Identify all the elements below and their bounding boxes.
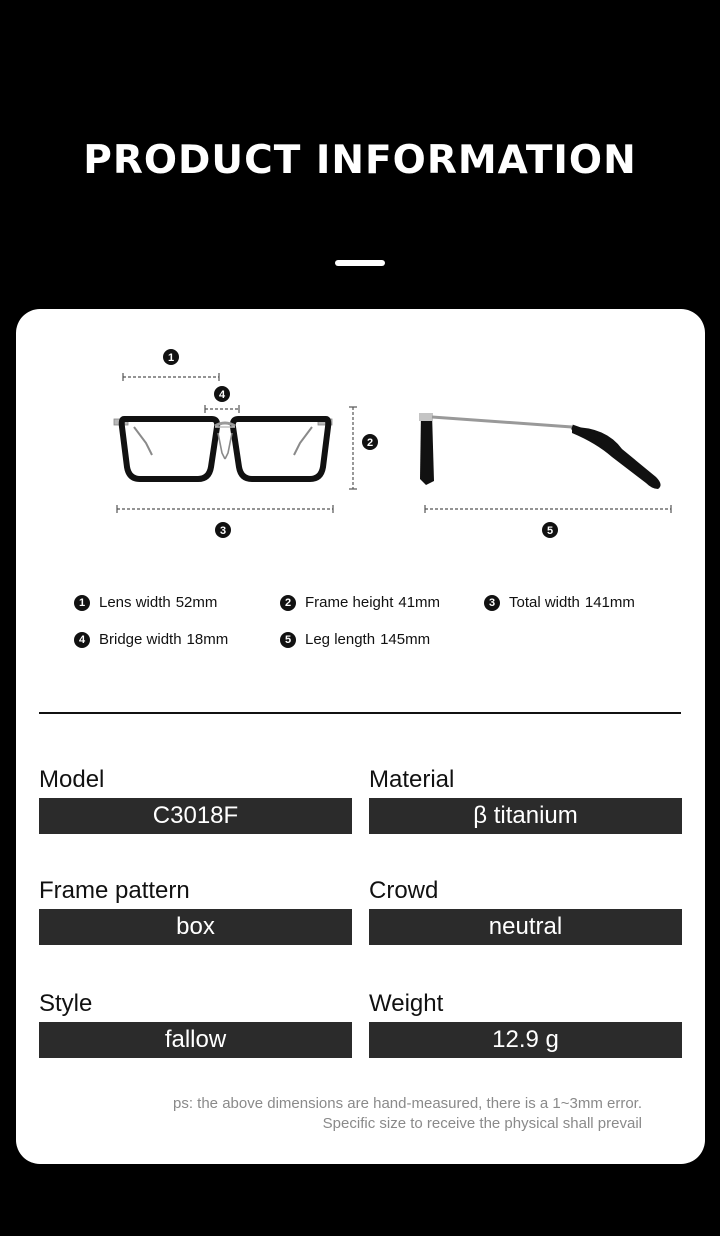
spec-value: 52mm (175, 594, 218, 611)
attribute-material (369, 762, 682, 834)
attribute-weight (369, 986, 682, 1058)
spec-label: Bridge width (99, 631, 182, 648)
spec-value: 145mm (380, 631, 431, 648)
marker-5-label: 5 (546, 525, 554, 537)
marker-4-label: 4 (218, 389, 226, 401)
spec-lens-width (74, 594, 217, 611)
spec-leg-length (280, 631, 430, 648)
spec-label: Frame height (305, 594, 394, 611)
attribute-label: Style (39, 990, 93, 1017)
spec-number-badge: 3 (484, 595, 500, 611)
page-title: PRODUCT INFORMATION (83, 138, 637, 183)
attribute-model (39, 762, 352, 834)
attribute-value: fallow (39, 1022, 352, 1058)
spec-total-width (484, 594, 635, 611)
spec-value: 18mm (186, 631, 229, 648)
attribute-label: Model (39, 766, 105, 793)
spec-value: 41mm (398, 594, 441, 611)
section-divider (39, 712, 681, 714)
marker-1-label: 1 (167, 352, 175, 364)
spec-list (16, 309, 705, 669)
marker-2-label: 2 (366, 437, 374, 449)
attribute-label: Weight (369, 990, 444, 1017)
spec-frame-height (280, 594, 440, 611)
measurement-note: ps: the above dimensions are hand-measured, there is a 1~3mm error. (173, 1095, 642, 1112)
size-note: Specific size to receive the physical shall prevail (322, 1115, 642, 1132)
product-info-card (16, 309, 705, 1164)
attribute-value: 12.9 g (369, 1022, 682, 1058)
attribute-value: neutral (369, 909, 682, 945)
marker-3-label: 3 (219, 525, 227, 537)
attribute-label: Material (369, 766, 455, 793)
attribute-style (39, 986, 352, 1058)
spec-bridge-width (74, 631, 228, 648)
title-divider (335, 260, 385, 266)
attribute-value: β titanium (369, 798, 682, 834)
attribute-label: Crowd (369, 877, 439, 904)
attribute-frame-pattern (39, 873, 352, 945)
spec-number-badge: 5 (280, 632, 296, 648)
attribute-label: Frame pattern (39, 877, 190, 904)
attribute-value: C3018F (39, 798, 352, 834)
spec-label: Leg length (305, 631, 376, 648)
attribute-value: box (39, 909, 352, 945)
attribute-crowd (369, 873, 682, 945)
spec-label: Total width (509, 594, 580, 611)
spec-number-badge: 2 (280, 595, 296, 611)
spec-value: 141mm (584, 594, 635, 611)
spec-number-badge: 4 (74, 632, 90, 648)
spec-label: Lens width (99, 594, 171, 611)
spec-number-badge: 1 (74, 595, 90, 611)
